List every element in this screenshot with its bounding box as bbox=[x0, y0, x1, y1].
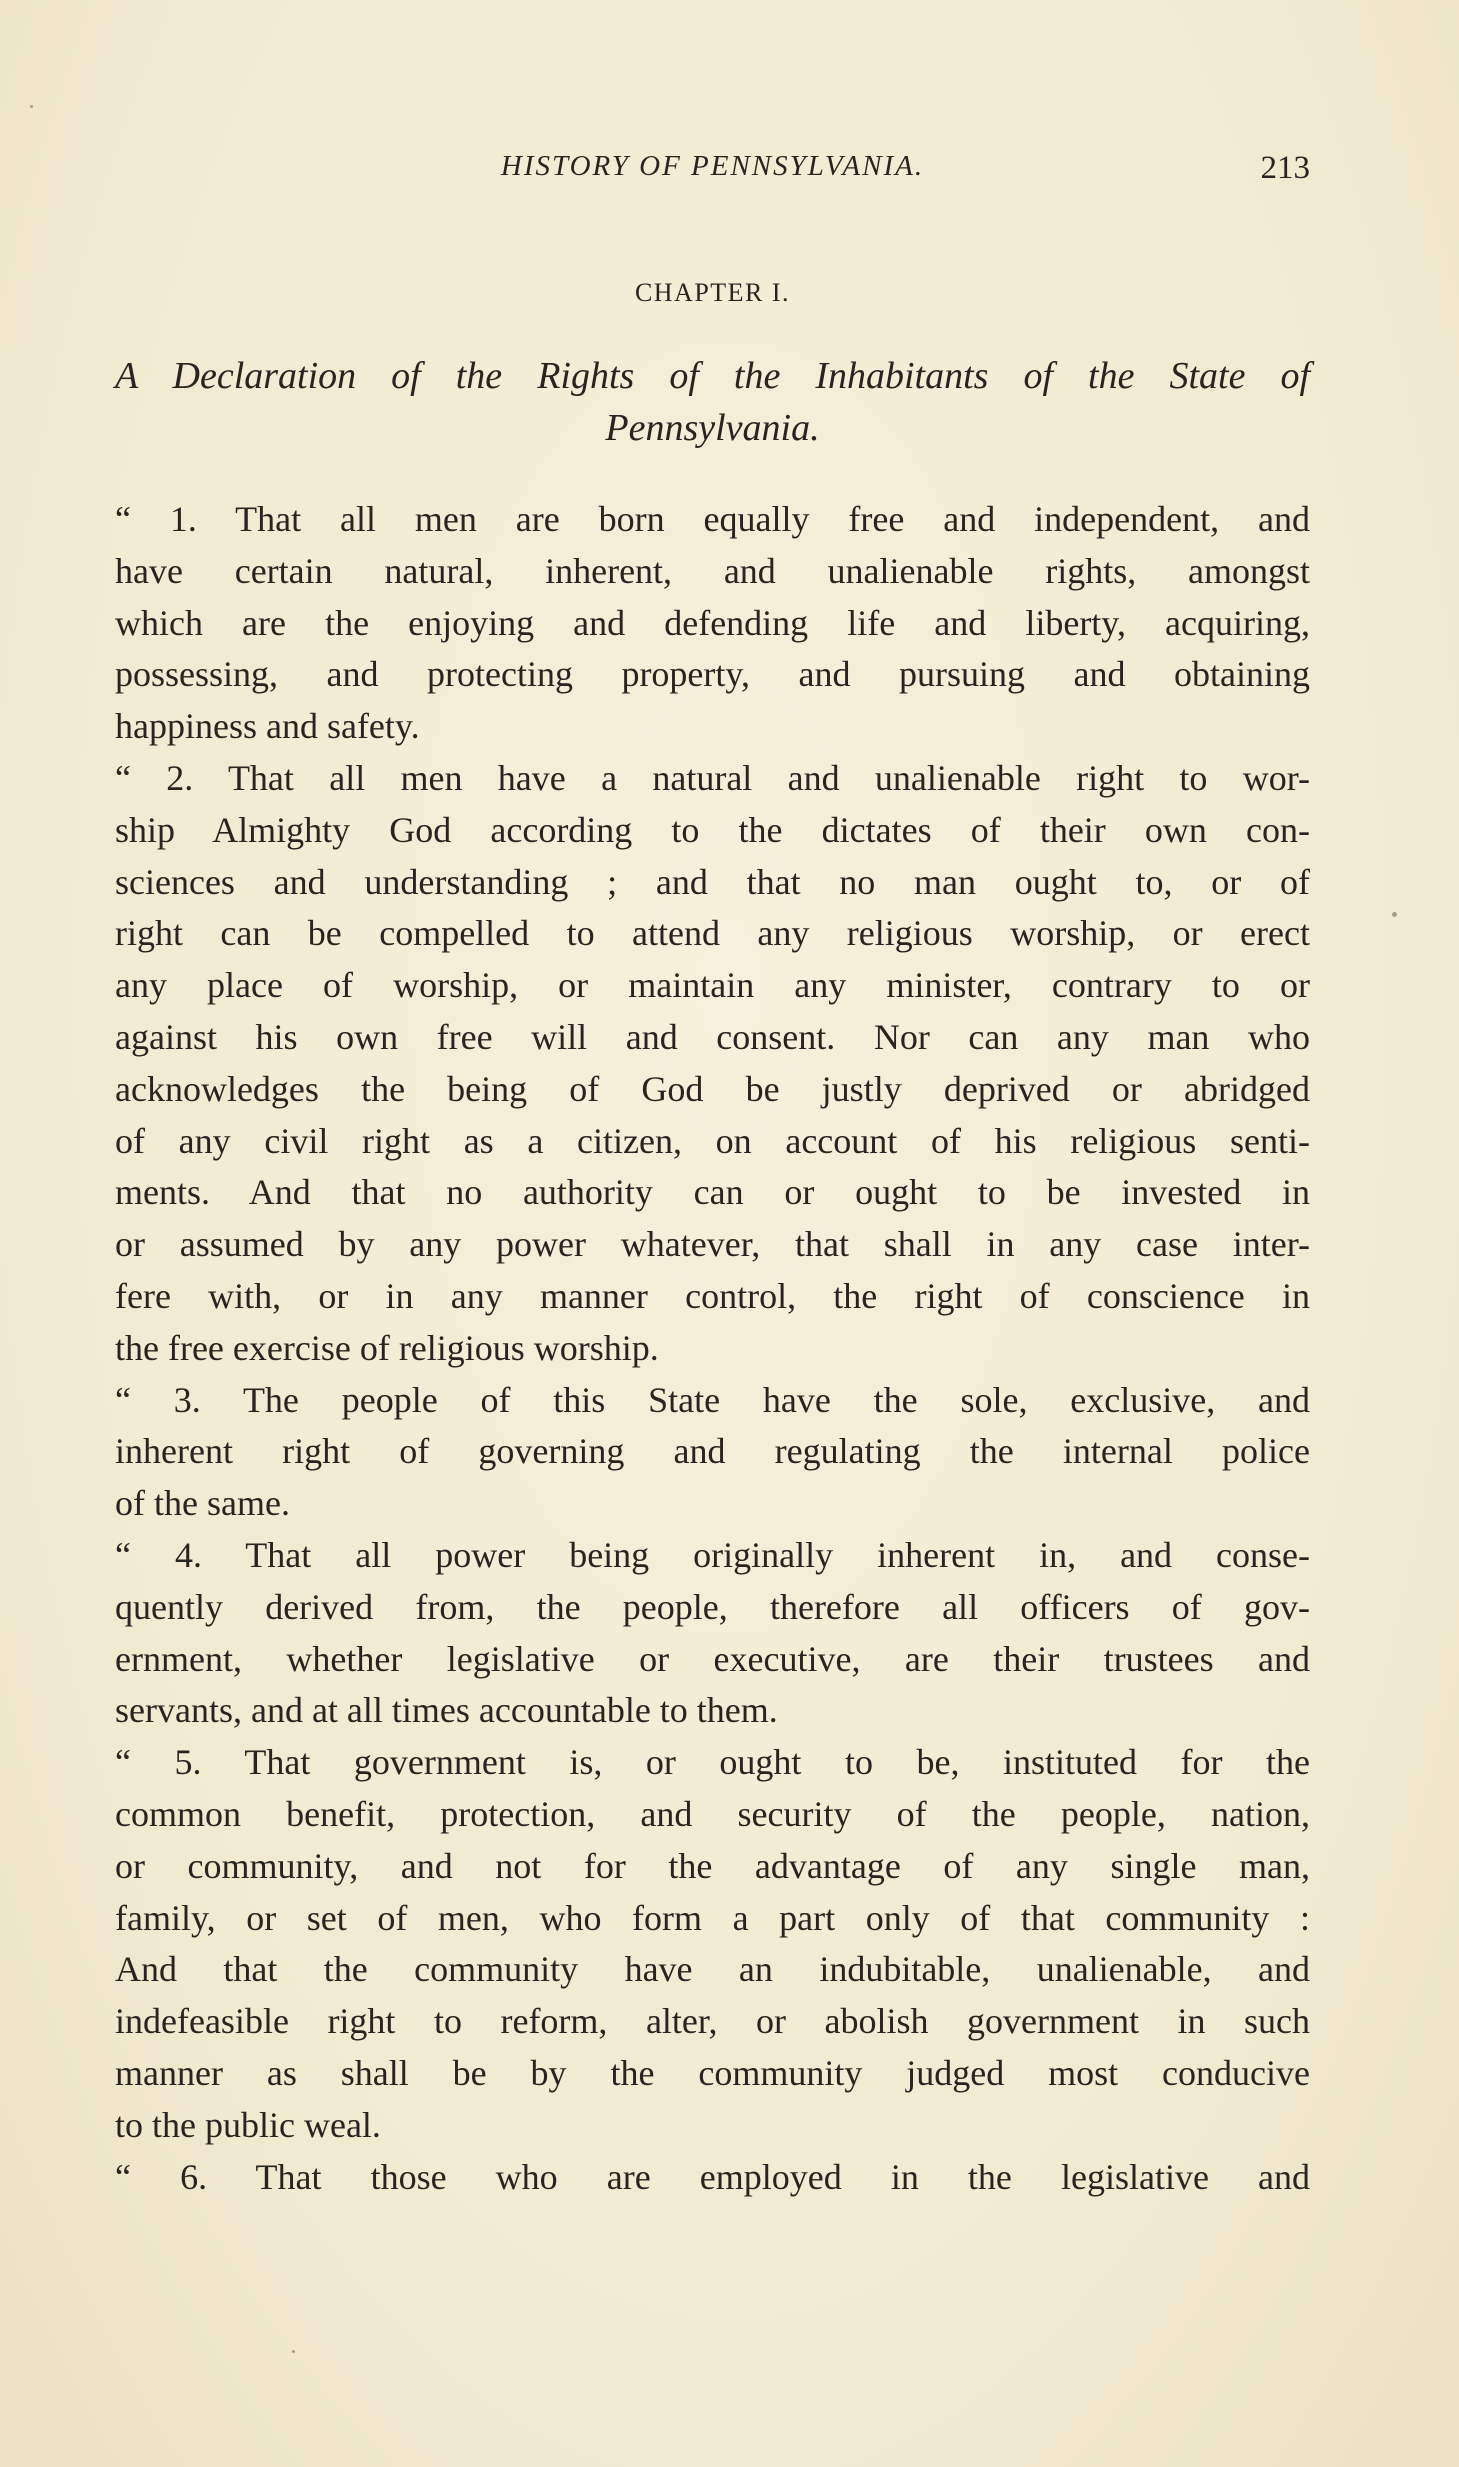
text-line: And that the community have an indubitable, unalienable, and bbox=[115, 1949, 1310, 1990]
text-line: ernment, whether legislative or executive, are their trustees and bbox=[115, 1638, 1310, 1679]
text-line: of the same. bbox=[115, 1483, 290, 1524]
text-line: any place of worship, or maintain any minister, contrary to or bbox=[115, 965, 1310, 1006]
text-line: ship Almighty God according to the dictates of their own con- bbox=[115, 809, 1310, 850]
text-line: “ 5. That government is, or ought to be, instituted for the bbox=[115, 1742, 1310, 1783]
text-line: ments. And that no authority can or ought to be invested in bbox=[115, 1172, 1310, 1213]
paper-speck bbox=[30, 105, 33, 108]
text-line: “ 1. That all men are born equally free and independent, and bbox=[115, 499, 1310, 539]
text-line: or community, and not for the advantage of any single man, bbox=[115, 1845, 1310, 1886]
page-number: 213 bbox=[1260, 150, 1310, 186]
chapter-heading: CHAPTER I. bbox=[634, 278, 791, 307]
text-line: or assumed by any power whatever, that shall in any case inter- bbox=[115, 1224, 1310, 1265]
declaration-title bbox=[115, 350, 1310, 454]
paper-speck bbox=[1392, 912, 1397, 917]
text-line: indefeasible right to reform, alter, or abolish government in such bbox=[115, 2001, 1310, 2042]
text-line: “ 4. That all power being originally inherent in, and conse- bbox=[115, 1534, 1310, 1575]
text-line: “ 2. That all men have a natural and unalienable right to wor- bbox=[115, 757, 1310, 798]
text-line: fere with, or in any manner control, the right of conscience in bbox=[115, 1275, 1310, 1316]
text-line: quently derived from, the people, therefore all officers of gov- bbox=[115, 1586, 1310, 1627]
text-line: happiness and safety. bbox=[115, 706, 420, 747]
text-line: common benefit, protection, and security of the people, nation, bbox=[115, 1793, 1310, 1834]
text-line: manner as shall be by the community judged most conducive bbox=[115, 2052, 1310, 2093]
text-line: the free exercise of religious worship. bbox=[115, 1327, 659, 1368]
paper-speck bbox=[292, 2350, 295, 2353]
title-line-2: Pennsylvania. bbox=[605, 407, 820, 449]
running-head bbox=[115, 150, 1310, 200]
text-line: acknowledges the being of God be justly deprived or abridged bbox=[115, 1068, 1310, 1109]
text-line: against his own free will and consent. Nor can any man who bbox=[115, 1016, 1310, 1057]
title-line-1: A Declaration of the Rights of the Inhabitants of the State of bbox=[115, 355, 1310, 397]
text-line: to the public weal. bbox=[115, 2104, 381, 2145]
text-line: “ 3. The people of this State have the sole, exclusive, and bbox=[115, 1379, 1310, 1420]
text-line: “ 6. That those who are employed in the legislative and bbox=[115, 2156, 1310, 2197]
body-text bbox=[115, 494, 1310, 2203]
text-line: sciences and understanding ; and that no man ought to, or of bbox=[115, 861, 1310, 902]
text-line: family, or set of men, who form a part only of that community : bbox=[115, 1897, 1310, 1938]
text-line: have certain natural, inherent, and unalienable rights, amongst bbox=[115, 550, 1310, 591]
text-line: right can be compelled to attend any religious worship, or erect bbox=[115, 913, 1310, 954]
text-line: of any civil right as a citizen, on account of his religious senti- bbox=[115, 1120, 1310, 1161]
text-line: servants, and at all times accountable to them. bbox=[115, 1690, 778, 1731]
running-title: HISTORY OF PENNSYLVANIA. bbox=[500, 150, 925, 182]
text-line: which are the enjoying and defending life and liberty, acquiring, bbox=[115, 602, 1310, 643]
text-line: possessing, and protecting property, and pursuing and obtaining bbox=[115, 654, 1310, 695]
text-line: inherent right of governing and regulating the internal police bbox=[115, 1431, 1310, 1472]
